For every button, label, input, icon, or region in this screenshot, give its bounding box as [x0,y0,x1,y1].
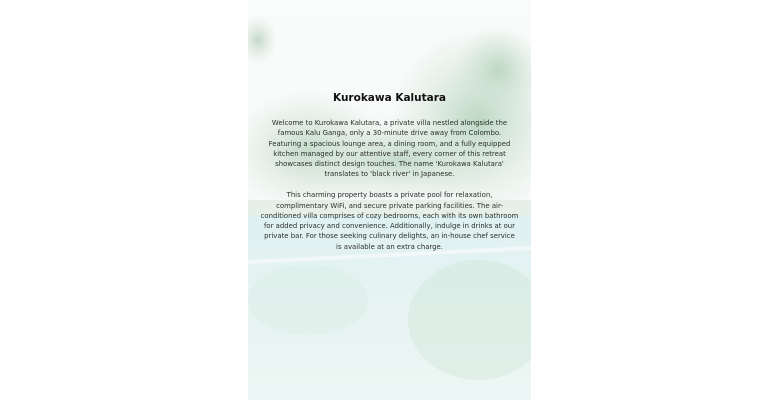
document-page [248,0,531,400]
intro-paragraph: Welcome to Kurokawa Kalutara, a private villa nestled alongside the famous Kalu Ganga, only a 30-minute drive away from Colombo. Featuring a spacious lounge area, a dining room, and a fully equipped kitchen managed by our attentive staff, every corner of this retreat showcases distinct design touches. The name 'Kurokawa Kalutara' translates to 'black river' in Japanese. [268,119,511,179]
document-content [248,92,531,252]
page-title: Kurokawa Kalutara [333,92,446,104]
amenities-paragraph: This charming property boasts a private pool for relaxation, complimentary WiFi, and secure private parking facilities. The air-conditioned villa comprises of cozy bedrooms, each with its own bathroom for added privacy and convenience. Additionally, indulge in drinks at our private bar. For those seeking culinary delights, an in-house chef service is available at an extra charge. [260,191,519,251]
